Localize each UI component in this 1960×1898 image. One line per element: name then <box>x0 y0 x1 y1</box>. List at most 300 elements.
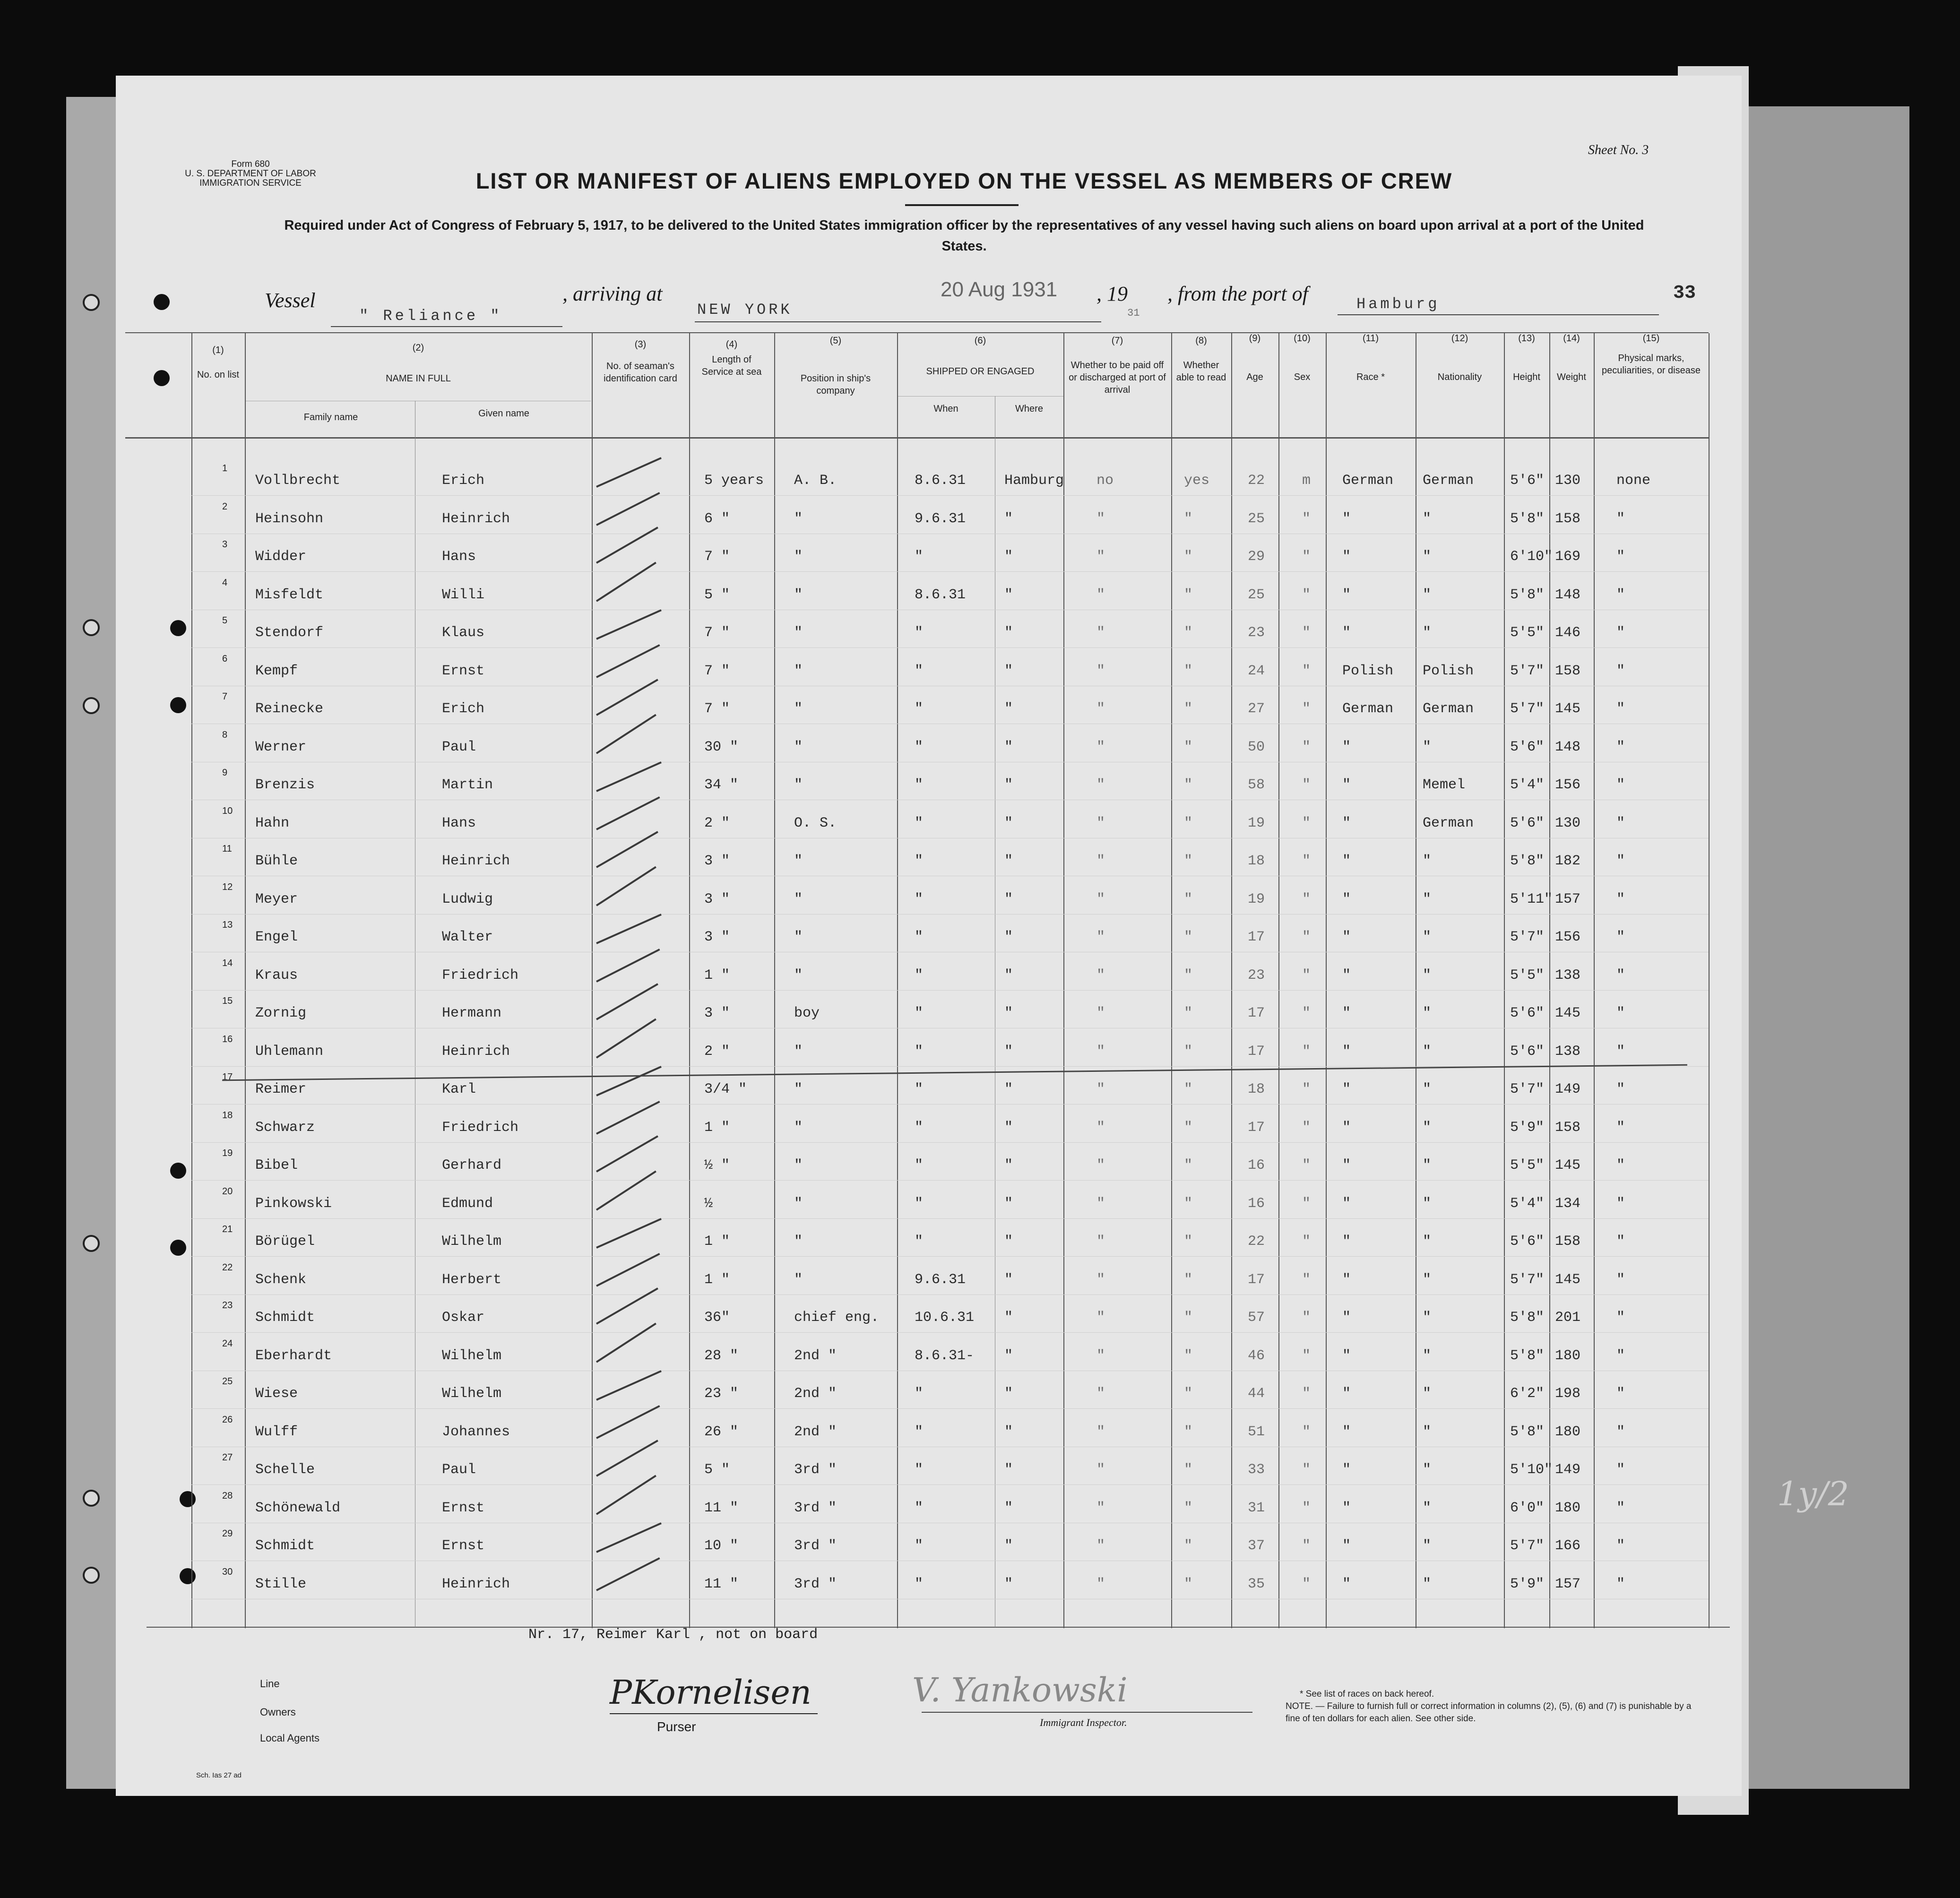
cell-age: 23 <box>1248 625 1265 641</box>
cell-when: 9.6.31 <box>915 1271 966 1288</box>
cell-given: Heinrich <box>442 853 510 869</box>
cell-weight: 146 <box>1555 625 1581 641</box>
given-name-header: Given name <box>478 408 529 419</box>
col-divider <box>1063 333 1064 1628</box>
cell-when: " <box>915 815 924 831</box>
cell-service: 23 " <box>704 1386 739 1402</box>
cell-weight: 156 <box>1555 929 1581 945</box>
col8-number: (8) <box>1195 336 1207 346</box>
cell-race: " <box>1342 1234 1351 1250</box>
cell-sex: " <box>1302 1234 1311 1250</box>
cell-marks: " <box>1616 1386 1625 1402</box>
cell-service: 34 " <box>704 777 739 793</box>
cell-where: " <box>1004 815 1013 831</box>
cell-read: " <box>1184 510 1193 527</box>
cell-where: " <box>1004 625 1013 641</box>
cell-family: Bühle <box>255 853 298 869</box>
col3-number: (3) <box>634 339 647 350</box>
cell-race: " <box>1342 1424 1351 1440</box>
title-rule <box>905 204 1019 206</box>
cell-sex: " <box>1302 1005 1311 1021</box>
cell-family: Eberhardt <box>255 1347 332 1364</box>
cell-service: 7 " <box>704 549 730 565</box>
cell-position: " <box>794 853 803 869</box>
cell-weight: 134 <box>1555 1195 1581 1212</box>
cell-where: " <box>1004 777 1013 793</box>
cell-nat: " <box>1423 739 1432 755</box>
cell-height: 5'5" <box>1510 625 1545 641</box>
col-divider <box>1709 333 1710 1628</box>
table-bottom-rule <box>147 1627 1730 1628</box>
cell-age: 17 <box>1248 1005 1265 1021</box>
cell-marks: " <box>1616 891 1625 907</box>
cell-read: " <box>1184 815 1193 831</box>
cell-marks: " <box>1616 701 1625 717</box>
cell-when: " <box>915 1234 924 1250</box>
row-number: 28 <box>222 1490 233 1501</box>
cell-paid: " <box>1097 891 1105 907</box>
cell-when: " <box>915 701 924 717</box>
cell-sex: " <box>1302 777 1311 793</box>
cell-nat: " <box>1423 1347 1432 1364</box>
cell-age: 16 <box>1248 1195 1265 1212</box>
col-divider <box>245 333 246 1628</box>
cell-marks: " <box>1616 1234 1625 1250</box>
cell-given: Karl <box>442 1081 476 1097</box>
cell-position: " <box>794 1119 803 1136</box>
cell-read: " <box>1184 777 1193 793</box>
col11-header: Race * <box>1356 372 1385 382</box>
cell-age: 35 <box>1248 1576 1265 1592</box>
cell-position: " <box>794 549 803 565</box>
cell-sex: " <box>1302 1347 1311 1364</box>
cell-paid: " <box>1097 663 1105 679</box>
cell-service: 5 years <box>704 473 764 489</box>
cell-nat: " <box>1423 625 1432 641</box>
binder-hole-icon <box>83 1490 100 1507</box>
cell-weight: 145 <box>1555 1157 1581 1173</box>
cell-nat: " <box>1423 1195 1432 1212</box>
cell-age: 33 <box>1248 1462 1265 1478</box>
cell-sex: " <box>1302 1195 1311 1212</box>
cell-position: 2nd " <box>794 1424 837 1440</box>
cell-weight: 180 <box>1555 1500 1581 1516</box>
margin-annotation: 1y/2 <box>1777 1475 1849 1513</box>
cell-nat: " <box>1423 1462 1432 1478</box>
cell-race: " <box>1342 1043 1351 1060</box>
vessel-underline <box>331 326 562 327</box>
cell-when: " <box>915 1500 924 1516</box>
cell-when: " <box>915 1043 924 1060</box>
cell-where: " <box>1004 1386 1013 1402</box>
cell-family: Schönewald <box>255 1500 341 1516</box>
col7-number: (7) <box>1111 336 1123 346</box>
row-number: 22 <box>222 1262 233 1273</box>
cell-weight: 130 <box>1555 473 1581 489</box>
cell-paid: " <box>1097 1234 1105 1250</box>
cell-sex: " <box>1302 891 1311 907</box>
cell-where: " <box>1004 1271 1013 1288</box>
where-header: Where <box>1015 404 1043 414</box>
cell-paid: " <box>1097 1081 1105 1097</box>
cell-paid: " <box>1097 549 1105 565</box>
row-number: 13 <box>222 920 233 930</box>
col-divider <box>1171 333 1172 1628</box>
cell-sex: " <box>1302 967 1311 984</box>
cell-when: " <box>915 1119 924 1136</box>
cell-position: 3rd " <box>794 1500 837 1516</box>
from-port-label: , from the port of <box>1167 282 1308 305</box>
cell-age: 25 <box>1248 510 1265 527</box>
binder-hole-icon <box>83 697 100 714</box>
col8-header: Whether able to read <box>1176 360 1226 383</box>
cell-race: " <box>1342 929 1351 945</box>
cell-service: 2 " <box>704 815 730 831</box>
vessel-label: Vessel <box>265 289 316 312</box>
cell-race: " <box>1342 1347 1351 1364</box>
cell-height: 5'6" <box>1510 473 1545 489</box>
cell-position: 3rd " <box>794 1576 837 1592</box>
cell-height: 5'4" <box>1510 1195 1545 1212</box>
cell-marks: " <box>1616 929 1625 945</box>
cell-read: " <box>1184 853 1193 869</box>
cell-weight: 149 <box>1555 1462 1581 1478</box>
cell-marks: " <box>1616 777 1625 793</box>
cell-sex: " <box>1302 701 1311 717</box>
cell-nat: " <box>1423 549 1432 565</box>
cell-nat: " <box>1423 1386 1432 1402</box>
cell-position: 3rd " <box>794 1462 837 1478</box>
cell-age: 37 <box>1248 1538 1265 1554</box>
row-number: 23 <box>222 1300 233 1311</box>
departure-underline <box>1338 314 1659 315</box>
cell-when: " <box>915 1538 924 1554</box>
row-number: 29 <box>222 1528 233 1539</box>
cell-sex: " <box>1302 663 1311 679</box>
cell-race: " <box>1342 967 1351 984</box>
cell-height: 5'5" <box>1510 967 1545 984</box>
cell-service: 6 " <box>704 510 730 527</box>
row-number: 5 <box>222 615 228 626</box>
cell-weight: 157 <box>1555 891 1581 907</box>
col11-number: (11) <box>1362 333 1379 344</box>
cell-position: " <box>794 1157 803 1173</box>
back-sheet <box>1730 106 1909 1789</box>
purser-signature: PKornelisen <box>610 1673 812 1712</box>
cell-where: " <box>1004 663 1013 679</box>
cell-family: Uhlemann <box>255 1043 324 1060</box>
cell-sex: " <box>1302 1119 1311 1136</box>
cell-service: 7 " <box>704 625 730 641</box>
cell-given: Wilhelm <box>442 1347 502 1364</box>
cell-nat: German <box>1423 701 1474 717</box>
cell-weight: 158 <box>1555 510 1581 527</box>
row-number: 24 <box>222 1338 233 1349</box>
cell-position: " <box>794 663 803 679</box>
cell-weight: 145 <box>1555 701 1581 717</box>
cell-given: Gerhard <box>442 1157 502 1173</box>
col-divider <box>774 333 775 1628</box>
cell-age: 16 <box>1248 1157 1265 1173</box>
cell-family: Heinsohn <box>255 510 324 527</box>
cell-weight: 169 <box>1555 549 1581 565</box>
cell-sex: " <box>1302 549 1311 565</box>
cell-position: chief eng. <box>794 1310 880 1326</box>
cell-marks: " <box>1616 663 1625 679</box>
cell-service: 10 " <box>704 1538 739 1554</box>
cell-position: " <box>794 587 803 603</box>
cell-race: " <box>1342 625 1351 641</box>
cell-given: Willi <box>442 587 485 603</box>
cell-nat: " <box>1423 853 1432 869</box>
col14-header: Weight <box>1557 372 1586 382</box>
cell-marks: " <box>1616 1462 1625 1478</box>
cell-sex: " <box>1302 1271 1311 1288</box>
date-stamp: 20 Aug 1931 <box>941 278 1058 301</box>
cell-nat: " <box>1423 1043 1432 1060</box>
cell-weight: 158 <box>1555 663 1581 679</box>
cell-service: 1 " <box>704 967 730 984</box>
cell-family: Meyer <box>255 891 298 907</box>
cell-position: boy <box>794 1005 820 1021</box>
col5-header: Position in ship's company <box>800 373 871 396</box>
row-number: 17 <box>222 1072 233 1082</box>
cell-given: Heinrich <box>442 1043 510 1060</box>
cell-age: 17 <box>1248 1043 1265 1060</box>
cell-family: Wiese <box>255 1386 298 1402</box>
cell-height: 5'7" <box>1510 663 1545 679</box>
cell-read: " <box>1184 1005 1193 1021</box>
row-guide-line <box>191 571 1709 572</box>
cell-given: Johannes <box>442 1424 510 1440</box>
cell-weight: 180 <box>1555 1424 1581 1440</box>
row-number: 12 <box>222 881 233 892</box>
cell-marks: " <box>1616 510 1625 527</box>
col-divider <box>1326 333 1327 1628</box>
row-guide-line <box>191 1142 1709 1143</box>
col2-header: NAME IN FULL <box>386 373 451 384</box>
inspector-sig-line <box>922 1712 1252 1713</box>
cell-read: " <box>1184 1462 1193 1478</box>
cell-nat: " <box>1423 929 1432 945</box>
cell-height: 5'4" <box>1510 777 1545 793</box>
cell-given: Hans <box>442 815 476 831</box>
cell-when: 9.6.31 <box>915 510 966 527</box>
arrival-port: NEW YORK <box>697 301 793 319</box>
cell-where: " <box>1004 510 1013 527</box>
cell-read: " <box>1184 1081 1193 1097</box>
cell-where: " <box>1004 1500 1013 1516</box>
cell-paid: " <box>1097 815 1105 831</box>
cell-weight: 156 <box>1555 777 1581 793</box>
cell-given: Paul <box>442 1462 476 1478</box>
row-number: 15 <box>222 996 233 1006</box>
cell-where: " <box>1004 1234 1013 1250</box>
cell-given: Paul <box>442 739 476 755</box>
cell-read: " <box>1184 549 1193 565</box>
cell-position: " <box>794 625 803 641</box>
cell-age: 25 <box>1248 587 1265 603</box>
row-guide-line <box>191 1408 1709 1409</box>
cell-weight: 149 <box>1555 1081 1581 1097</box>
cell-service: ½ " <box>704 1157 730 1173</box>
cell-age: 19 <box>1248 815 1265 831</box>
col9-header: Age <box>1246 372 1263 382</box>
row-guide-line <box>191 1332 1709 1333</box>
cell-sex: " <box>1302 1424 1311 1440</box>
cell-position: 3rd " <box>794 1538 837 1554</box>
col14-number: (14) <box>1563 333 1580 344</box>
penalty-note: NOTE. — Failure to furnish full or correct information in columns (2), (5), (6) and (7) is punishable by a fine of ten dollars for each alien. See other side. <box>1286 1701 1692 1724</box>
col15-number: (15) <box>1642 333 1660 344</box>
cell-given: Walter <box>442 929 493 945</box>
cell-given: Ernst <box>442 1538 485 1554</box>
cell-sex: " <box>1302 1386 1311 1402</box>
cell-position: A. B. <box>794 473 837 489</box>
col4-header: Length of Service at sea <box>701 354 762 377</box>
col6-header: SHIPPED OR ENGAGED <box>926 366 1035 377</box>
col6-number: (6) <box>974 336 986 346</box>
row-guide-line <box>191 990 1709 991</box>
binder-hole-icon <box>154 370 170 386</box>
row-guide-line <box>191 1180 1709 1181</box>
form-number: Form 680 <box>231 159 270 169</box>
cell-read: " <box>1184 929 1193 945</box>
cell-read: " <box>1184 1386 1193 1402</box>
cell-marks: " <box>1616 1424 1625 1440</box>
cell-race: " <box>1342 1005 1351 1021</box>
cell-weight: 201 <box>1555 1310 1581 1326</box>
family-name-header: Family name <box>303 412 358 423</box>
cell-nat: " <box>1423 1005 1432 1021</box>
cell-service: 3 " <box>704 853 730 869</box>
cell-where: " <box>1004 549 1013 565</box>
col-divider <box>689 333 690 1628</box>
cell-age: 22 <box>1248 1234 1265 1250</box>
cell-weight: 145 <box>1555 1005 1581 1021</box>
cell-family: Widder <box>255 549 307 565</box>
cell-family: Bibel <box>255 1157 298 1173</box>
cell-service: 1 " <box>704 1119 730 1136</box>
cell-weight: 158 <box>1555 1234 1581 1250</box>
cell-height: 5'9" <box>1510 1119 1545 1136</box>
cell-sex: " <box>1302 587 1311 603</box>
cell-when: " <box>915 777 924 793</box>
cell-position: " <box>794 1043 803 1060</box>
col13-number: (13) <box>1518 333 1535 344</box>
cell-marks: " <box>1616 1538 1625 1554</box>
cell-given: Friedrich <box>442 1119 519 1136</box>
cell-given: Herbert <box>442 1271 502 1288</box>
cell-where: Hamburg <box>1004 473 1064 489</box>
form-code <box>175 160 326 188</box>
cell-race: " <box>1342 1310 1351 1326</box>
cell-read: " <box>1184 739 1193 755</box>
cell-sex: " <box>1302 1043 1311 1060</box>
cell-paid: " <box>1097 1271 1105 1288</box>
cell-position: 2nd " <box>794 1347 837 1364</box>
cell-paid: " <box>1097 1043 1105 1060</box>
cell-family: Reinecke <box>255 701 324 717</box>
col15-header: Physical marks, peculiarities, or disease <box>1602 353 1701 376</box>
cell-family: Börügel <box>255 1234 315 1250</box>
cell-weight: 145 <box>1555 1271 1581 1288</box>
cell-service: 36" <box>704 1310 730 1326</box>
row-number: 27 <box>222 1452 233 1463</box>
cell-marks: " <box>1616 739 1625 755</box>
cell-marks: " <box>1616 967 1625 984</box>
cell-service: 5 " <box>704 1462 730 1478</box>
cell-sex: " <box>1302 1538 1311 1554</box>
cell-sex: " <box>1302 1310 1311 1326</box>
cell-when: " <box>915 1386 924 1402</box>
cell-paid: " <box>1097 1576 1105 1592</box>
cell-age: 29 <box>1248 549 1265 565</box>
cell-race: " <box>1342 1538 1351 1554</box>
cell-marks: none <box>1616 473 1651 489</box>
cell-position: 2nd " <box>794 1386 837 1402</box>
cell-height: 5'6" <box>1510 1043 1545 1060</box>
cell-read: " <box>1184 1119 1193 1136</box>
cell-given: Martin <box>442 777 493 793</box>
cell-read: " <box>1184 1043 1193 1060</box>
cell-read: " <box>1184 1195 1193 1212</box>
cell-weight: 158 <box>1555 1119 1581 1136</box>
purser-sig-line <box>610 1713 818 1714</box>
cell-when: " <box>915 929 924 945</box>
cell-where: " <box>1004 1310 1013 1326</box>
row-number: 1 <box>222 463 228 474</box>
cell-read: " <box>1184 1347 1193 1364</box>
cell-height: 5'6" <box>1510 1234 1545 1250</box>
row-number: 6 <box>222 653 228 664</box>
cell-service: 7 " <box>704 663 730 679</box>
col-divider <box>592 333 593 1628</box>
col-divider <box>1231 333 1232 1628</box>
cell-age: 31 <box>1248 1500 1265 1516</box>
cell-marks: " <box>1616 1119 1625 1136</box>
col2-number: (2) <box>412 343 424 353</box>
cell-age: 23 <box>1248 967 1265 984</box>
cell-when: " <box>915 663 924 679</box>
cell-family: Schwarz <box>255 1119 315 1136</box>
cell-read: " <box>1184 1310 1193 1326</box>
cell-read: yes <box>1184 473 1210 489</box>
cell-age: 18 <box>1248 853 1265 869</box>
cell-service: 11 " <box>704 1576 739 1592</box>
cell-read: " <box>1184 1271 1193 1288</box>
cell-where: " <box>1004 1347 1013 1364</box>
cell-nat: " <box>1423 1500 1432 1516</box>
cell-height: 5'6" <box>1510 815 1545 831</box>
cell-height: 5'7" <box>1510 701 1545 717</box>
cell-marks: " <box>1616 587 1625 603</box>
row-number: 14 <box>222 958 233 968</box>
binder-hole-icon <box>83 619 100 636</box>
cell-where: " <box>1004 1538 1013 1554</box>
races-note-line: * See list of races on back hereof. <box>1300 1689 1434 1699</box>
cell-height: 5'7" <box>1510 1271 1545 1288</box>
cell-service: 1 " <box>704 1271 730 1288</box>
binder-hole-icon <box>170 1163 186 1179</box>
row-number: 18 <box>222 1110 233 1121</box>
cell-given: Klaus <box>442 625 485 641</box>
cell-marks: " <box>1616 1271 1625 1288</box>
cell-where: " <box>1004 929 1013 945</box>
cell-when: " <box>915 625 924 641</box>
cell-height: 6'10" <box>1510 549 1553 565</box>
page-mark: 33 <box>1673 283 1696 304</box>
